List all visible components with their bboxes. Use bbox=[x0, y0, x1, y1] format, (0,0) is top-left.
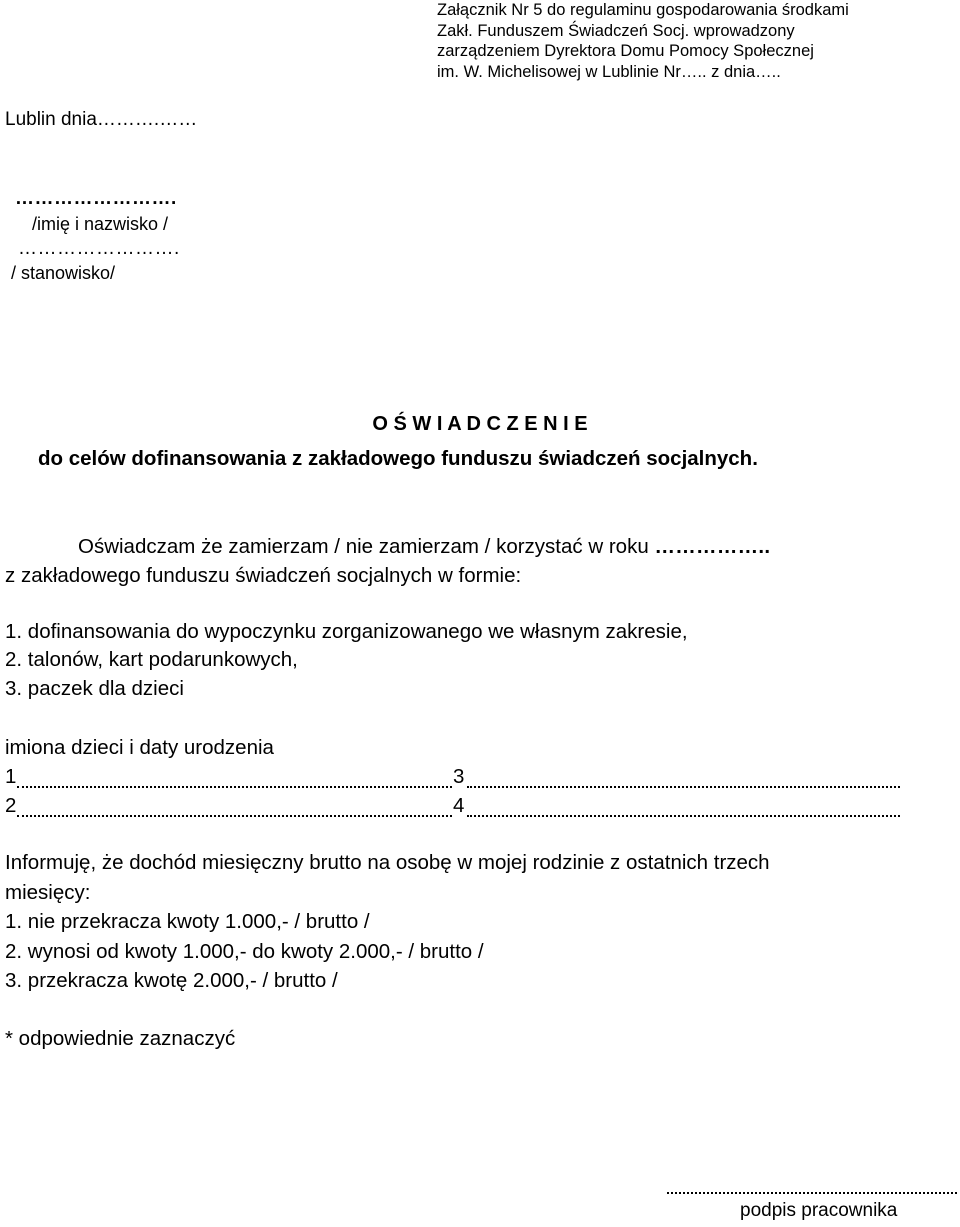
signature-line bbox=[667, 1192, 957, 1194]
children-label: imiona dzieci i daty urodzenia bbox=[5, 736, 274, 759]
year-fill-line: …………….. bbox=[654, 535, 771, 558]
income-statement-line-1: Informuję, że dochód miesięczny brutto na osobę w mojej rodzinie z ostatnich trzech bbox=[5, 851, 770, 874]
children-row-2 bbox=[5, 793, 900, 819]
option-item-packages: 3. paczek dla dzieci bbox=[5, 677, 184, 700]
income-statement-line-2: miesięcy: bbox=[5, 881, 91, 904]
document-title: O Ś W I A D C Z E N I E bbox=[372, 413, 588, 435]
child-slot-number: 4 bbox=[453, 794, 465, 817]
place-date-field: Lublin dnia……….…… bbox=[5, 109, 198, 130]
declaration-line-1 bbox=[78, 535, 770, 559]
income-option-below: 1. nie przekracza kwoty 1.000,- / brutto / bbox=[5, 910, 370, 933]
child-fill-line bbox=[467, 786, 900, 788]
option-item-vouchers: 2. talonów, kart podarunkowych, bbox=[5, 648, 298, 671]
child-slot-number: 1 bbox=[5, 765, 17, 788]
annex-note-line-4: im. W. Michelisowej w Lublinie Nr….. z dnia….. bbox=[437, 62, 781, 81]
position-fill-line: ……………………. bbox=[18, 238, 180, 259]
income-option-between: 2. wynosi od kwoty 1.000,- do kwoty 2.000,- / brutto / bbox=[5, 940, 484, 963]
signature-label: podpis pracownika bbox=[740, 1200, 898, 1221]
document-subtitle: do celów dofinansowania z zakładowego funduszu świadczeń socjalnych. bbox=[38, 447, 758, 470]
child-fill-line bbox=[467, 815, 900, 817]
name-label: /imię i nazwisko / bbox=[32, 214, 169, 234]
child-slot-number: 2 bbox=[5, 794, 17, 817]
footnote: * odpowiednie zaznaczyć bbox=[5, 1027, 236, 1050]
annex-note-line-2: Zakł. Funduszem Świadczeń Socj. wprowadzony bbox=[437, 21, 795, 40]
declaration-text: Oświadczam że zamierzam / nie zamierzam / korzystać w roku bbox=[78, 535, 649, 558]
declaration-line-2: z zakładowego funduszu świadczeń socjalnych w formie: bbox=[5, 564, 522, 587]
children-row-1 bbox=[5, 764, 900, 790]
annex-note-line-3: zarządzeniem Dyrektora Domu Pomocy Społecznej bbox=[437, 42, 814, 60]
child-fill-line bbox=[17, 786, 452, 788]
position-label: / stanowisko/ bbox=[11, 263, 116, 283]
name-fill-line: ……………………. bbox=[15, 188, 177, 209]
option-item-vacation: 1. dofinansowania do wypoczynku zorganizowanego we własnym zakresie, bbox=[5, 620, 688, 643]
child-slot-number: 3 bbox=[453, 765, 465, 788]
annex-note-line-1: Załącznik Nr 5 do regulaminu gospodarowania środkami bbox=[437, 1, 849, 19]
child-fill-line bbox=[17, 815, 452, 817]
regulation-annex-note bbox=[437, 0, 849, 82]
income-option-above: 3. przekracza kwotę 2.000,- / brutto / bbox=[5, 969, 338, 992]
